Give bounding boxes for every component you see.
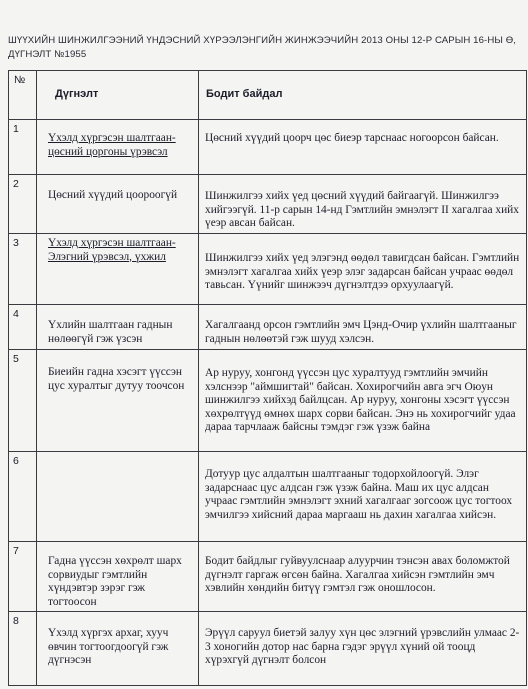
row-reality: Дотуур цус алдалтын шалтгааныг тодорхойлоогүй. Элэг задарснаас цус алдсан гэж үзэж байна. Маш их цус алдсан учраас гэмтлийн эмнэлэгт эхний хагалгааг зогсоож цус тогтоох эмчилгээ хийсний дараа маргааш нь дахин хагалгаа хийсэн. — [199, 452, 527, 542]
row-conclusion — [37, 234, 199, 305]
header-reality: Бодит байдал — [199, 71, 527, 120]
row-reality: Шинжилгээ хийх үед элэгэнд өөдөл тавигдсан байсан. Гэмтлийн эмнэлэгт хагалгаа хийх үеэр элэг задарсан байсан учраас өөдөл тавьсан. Үүнийг шинжээч дүгнэлтдээ орхуулаагүй. — [199, 234, 527, 305]
row-number: 2 — [9, 175, 37, 234]
row-number: 1 — [9, 120, 37, 175]
header-conclusion: Дүгнэлт — [37, 71, 199, 120]
row-reality: Бодит байдлыг гуйвуулснаар алуурчин тэнсэн авах боломжтой дүгнэлт гаргаж өгсөн байна. Хагалгаа хийсэн гэмтлийн эмч хэвлийн хөндийн битүү гэмтэл гэж оношлосон. — [199, 542, 527, 612]
header-number: № — [9, 71, 37, 120]
row-conclusion: Гадна үүссэн хөхрөлт шарх сорвиудыг гэмтлийн хүндэвтэр зэрэг гэж тогтоосон — [37, 542, 199, 612]
table-row — [9, 350, 527, 452]
row-number: 7 — [9, 542, 37, 612]
table-row — [9, 175, 527, 234]
row-reality: Шинжилгээ хийх үед цөсний хүүдий байгаагүй. Шинжилгээ хийгээгүй. 11-р сарын 14-нд Гэмтлийн эмнэлэгт II хагалгаа хийх үеэр авсан байсан. — [199, 175, 527, 234]
table-row — [9, 120, 527, 175]
row-number: 3 — [9, 234, 37, 305]
table-row — [9, 542, 527, 612]
table-header-row — [9, 71, 527, 120]
row-number: 6 — [9, 452, 37, 542]
table-row — [9, 305, 527, 350]
row-conclusion — [37, 120, 199, 175]
row-reality: Хагалгаанд орсон гэмтлийн эмч Цэнд-Очир үхлийн шалтгааныг гаднын нөлөөтэй гэж шууд хэлсэн. — [199, 305, 527, 350]
row-conclusion — [37, 452, 199, 542]
row-reality: Цөсний хүүдий цоорч цөс биеэр тарснаас ногоорсон байсан. — [199, 120, 527, 175]
conclusion-text: Үхэлд хүргэсэн шалтгаан-цөсний цоргоны үрэвсэл — [48, 132, 176, 158]
row-reality: Ар нуруу, хонгонд үүссэн цус хуралтууд гэмтлийн эмчийн хэлснээр "аймшигтай" байсан. Хохирогчийн авга эгч Оюун шинжилгээ хийхэд байлцсан. Ар нуруу, хонгоны хэсэгт үүссэн хөхрөлтүүд өмнөх шарх сорви байсан. Энэ нь хохирогчийг удаа дараа тарчлааж байсны тэмдэг гэж үзэж байна — [199, 350, 527, 452]
row-conclusion: Цөсний хүүдий цоороогүй — [37, 175, 199, 234]
comparison-table — [8, 70, 527, 686]
table-row — [9, 452, 527, 542]
heading-line-2: ДҮГНЭЛТ №1955 — [8, 49, 87, 60]
row-conclusion: Үхлийн шалтгаан гаднын нөлөөгүй гэж үзсэн — [37, 305, 199, 350]
row-number: 4 — [9, 305, 37, 350]
conclusion-text: Үхэлд хүргэсэн шалтгаан-Элэгний үрэвсэл, үхжил — [48, 237, 176, 263]
row-reality: Эрүүл саруул биетэй залуу хүн цөс элэгний үрэвслийн улмаас 2-3 хоногийн дотор нас барна гэдэг эрүүл хүний ой тооцд хүрэхгүй дүгнэлт болсон — [199, 612, 527, 686]
row-number: 5 — [9, 350, 37, 452]
table-row — [9, 612, 527, 686]
table-row — [9, 234, 527, 305]
heading-line-1: ШҮҮХИЙН ШИНЖИЛГЭЭНИЙ ҮНДЭСНИЙ ХҮРЭЭЛЭНГИЙН ЖИНЖЭЭЧИЙН 2013 ОНЫ 12-Р САРЫН 16-НЫ Ө, — [8, 35, 517, 46]
row-number: 8 — [9, 612, 37, 686]
row-conclusion: Үхэлд хүргэх архаг, хууч өвчин тогтоогдоогүй гэж дүгнэсэн — [37, 612, 199, 686]
document-heading — [8, 34, 528, 62]
row-conclusion: Биеийн гадна хэсэгт үүссэн цус хуралтыг дутуу тоочсон — [37, 350, 199, 452]
